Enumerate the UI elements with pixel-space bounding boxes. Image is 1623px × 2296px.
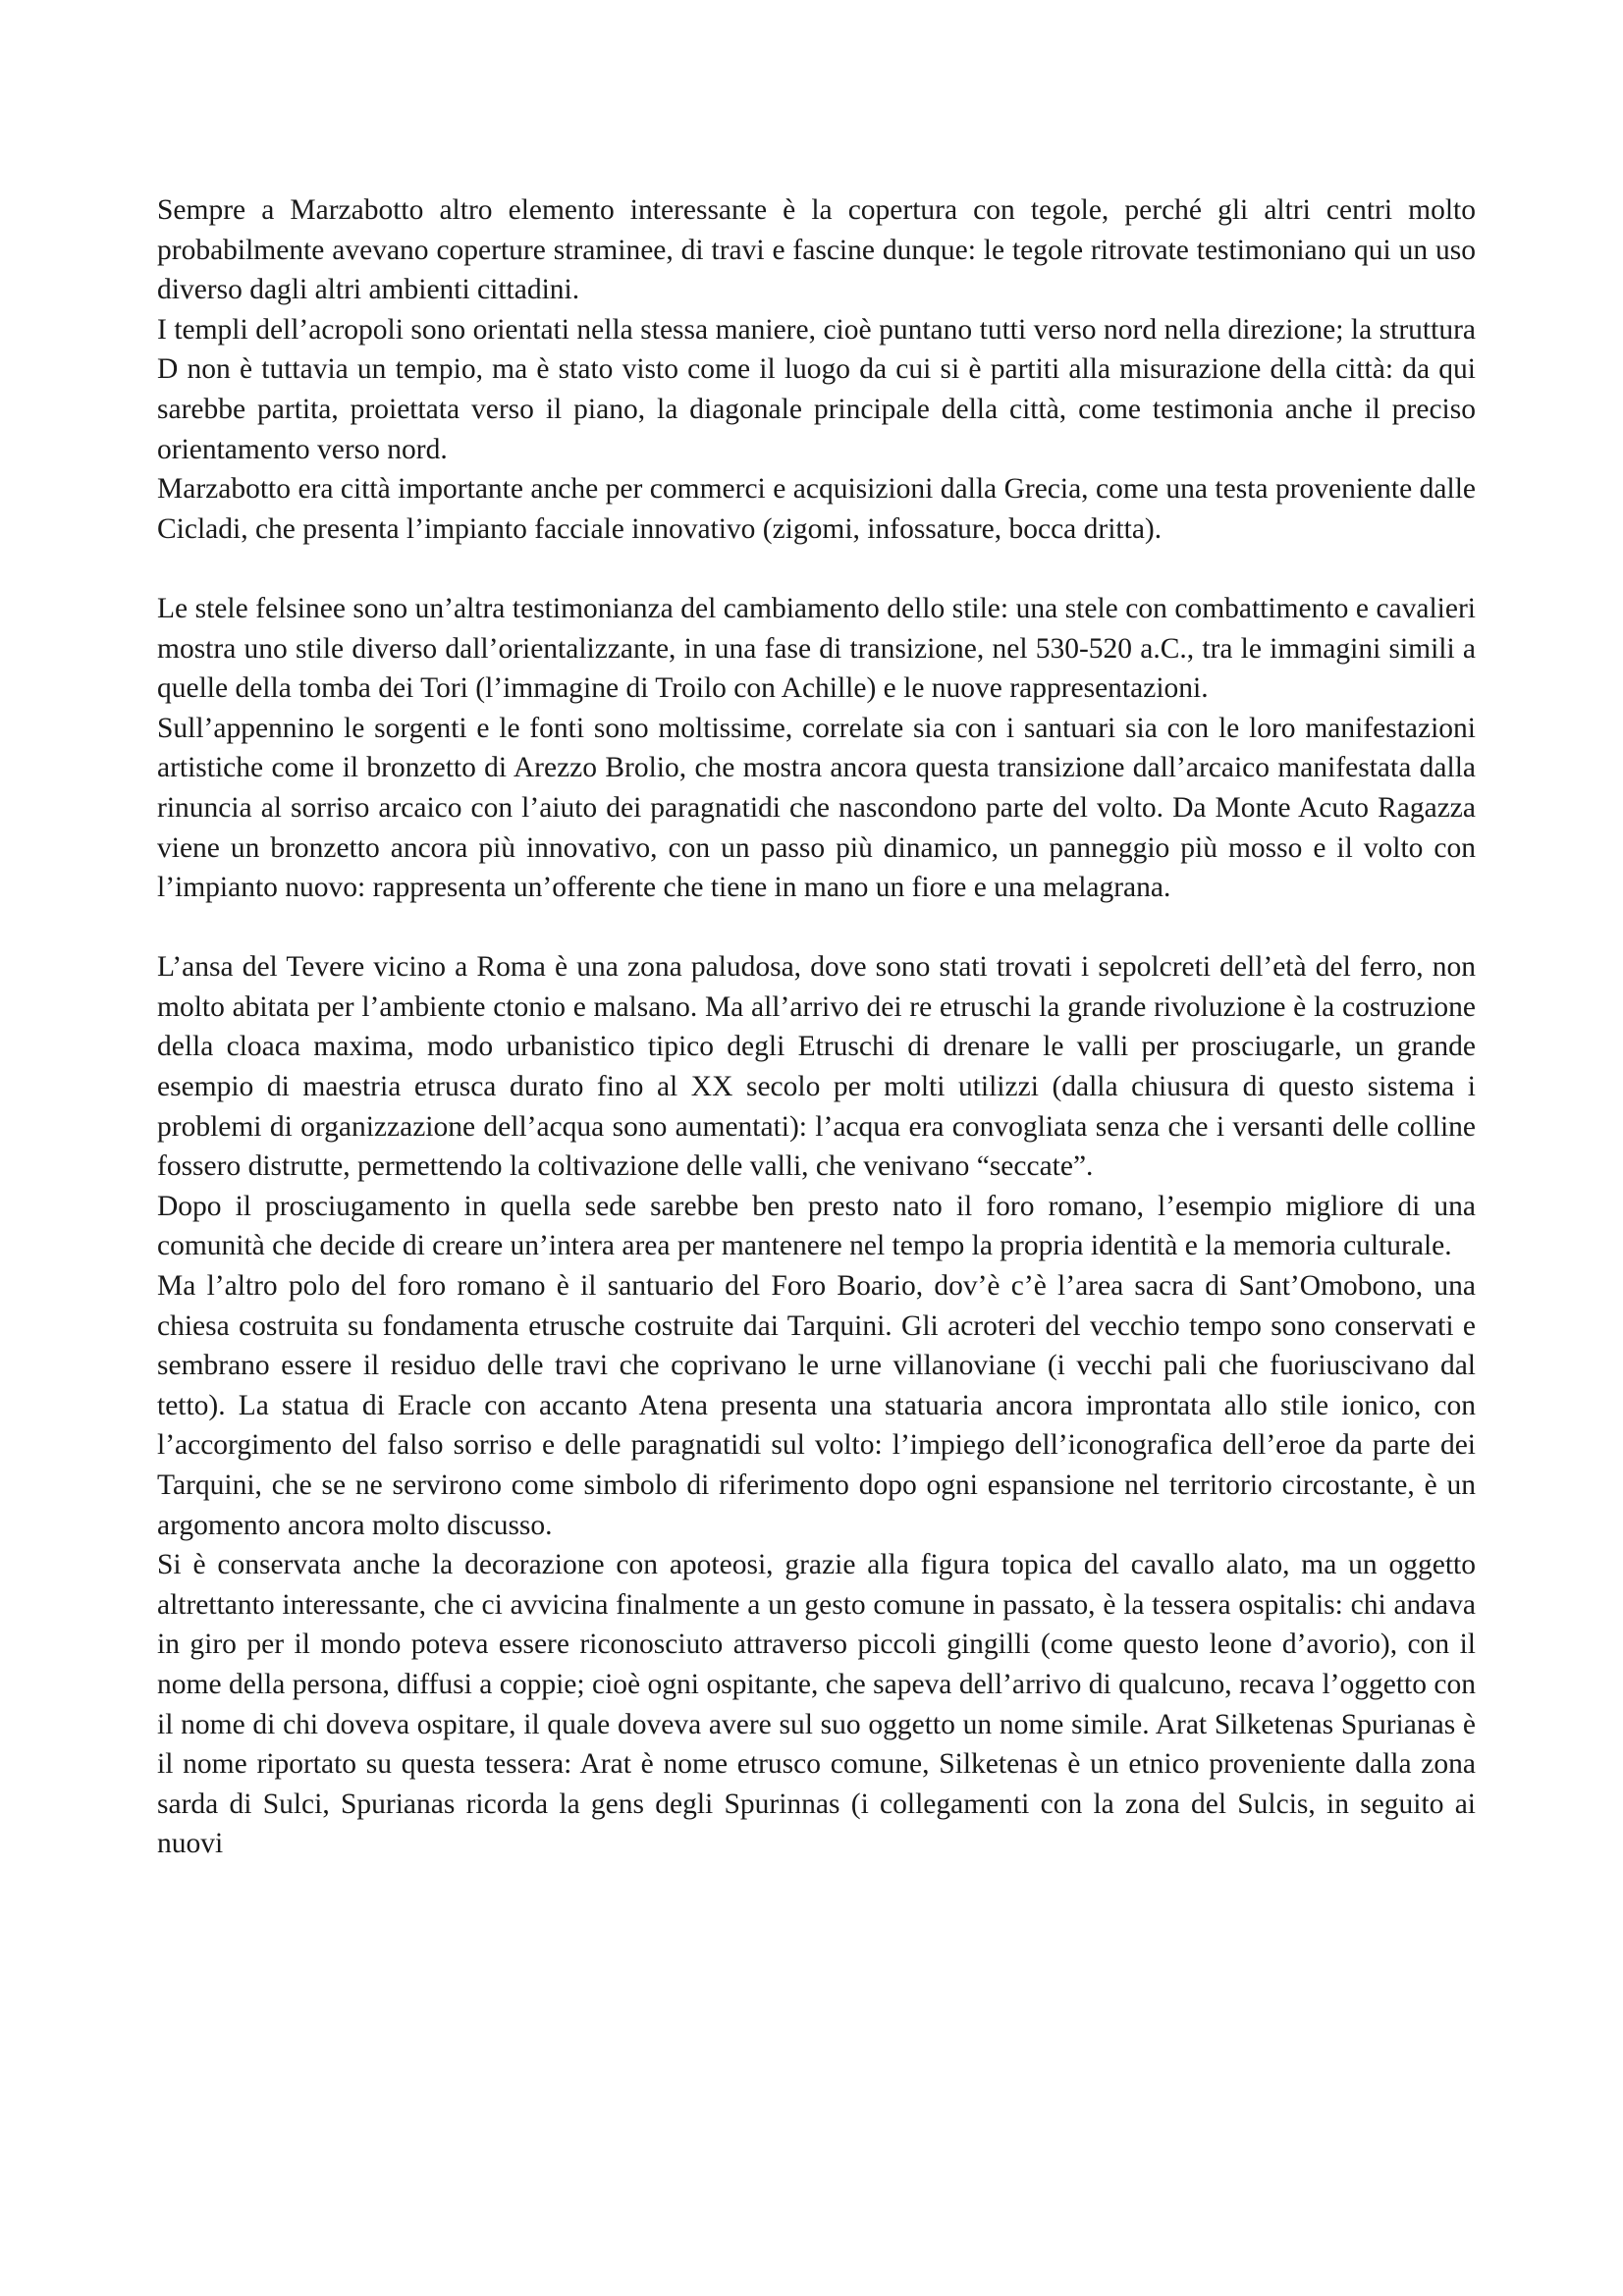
paragraph-tiber-cloaca: L’ansa del Tevere vicino a Roma è una zona paludosa, dove sono stati trovati i sepolcreti dell’età del ferro, non molto abitata per l’ambiente ctonio e malsano. Ma all’arrivo dei re etruschi la grande rivoluzione è la costruzione della cloaca maxima, modo urbanistico tipico degli Etruschi di drenare le valli per prosciugarle, un grande esempio di maestria etrusca durato fino al XX secolo per molti utilizzi (dalla chiusura di questo sistema i problemi di organizzazione dell’acqua sono aumentati): l’acqua era convogliata senza che i versanti delle colline fossero distrutte, permettendo la coltivazione delle valli, che venivano “seccate”.	[157, 951, 1476, 1183]
paragraph-apennine-sanctuaries: Sull’appennino le sorgenti e le fonti sono moltissime, correlate sia con i santuari sia con le loro manifestazioni artistiche come il bronzetto di Arezzo Brolio, che mostra ancora questa transizione dall’arcaico manifestata dalla rinuncia al sorriso arcaico con l’aiuto dei paragnatidi che nascondono parte del volto. Da Monte Acuto Ragazza viene un bronzetto ancora più innovativo, con un passo più dinamico, un panneggio più mosso e il volto con l’impianto nuovo: rappresenta un’offerente che tiene in mano un fiore e una melagrana.	[157, 712, 1476, 904]
paragraph-acropolis-temples: I templi dell’acropoli sono orientati nella stessa maniere, cioè puntano tutti verso nord nella direzione; la struttura D non è tuttavia un tempio, ma è stato visto come il luogo da cui si è partiti alla misurazione della città: da qui sarebbe partita, proiettata verso il piano, la diagonale principale della città, come testimonia anche il preciso orientamento verso nord.	[157, 313, 1476, 465]
paragraph-felsinean-stelae: Le stele felsinee sono un’altra testimonianza del cambiamento dello stile: una stele con combattimento e cavalieri mostra uno stile diverso dall’orientalizzante, in una fase di transizione, nel 530-520 a.C., tra le immagini simili a quelle della tomba dei Tori (l’immagine di Troilo con Achille) e le nuove rappresentazioni.	[157, 592, 1476, 705]
document-body	[157, 190, 1476, 1864]
paragraph-marzabotto-roof: Sempre a Marzabotto altro elemento interessante è la copertura con tegole, perché gli altri centri molto probabilmente avevano coperture straminee, di travi e fascine dunque: le tegole ritrovate testimoniano qui un uso diverso dagli altri ambienti cittadini.	[157, 194, 1476, 306]
paragraph-tessera-ospitalis: Si è conservata anche la decorazione con apoteosi, grazie alla figura topica del cavallo alato, ma un oggetto altrettanto interessante, che ci avvicina finalmente a un gesto comune in passato, è la tessera ospitalis: chi andava in giro per il mondo poteva essere riconosciuto attraverso piccoli gingilli (come questo leone d’avorio), con il nome della persona, diffusi a coppie; cioè ogni ospitante, che sapeva dell’arrivo di qualcuno, recava l’oggetto con il nome di chi doveva ospitare, il quale doveva avere sul suo oggetto un nome simile. Arat Silketenas Spurianas è il nome riportato su questa tessera: Arat è nome etrusco comune, Silketenas è un etnico proveniente dalla zona sarda di Sulci, Spurianas ricorda la gens degli Spurinnas (i collegamenti con la zona del Sulcis, in seguito ai nuovi	[157, 1549, 1476, 1860]
paragraph-gap	[157, 908, 1476, 948]
paragraph-roman-forum: Dopo il prosciugamento in quella sede sarebbe ben presto nato il foro romano, l’esempio migliore di una comunità che decide di creare un’intera area per mantenere nel tempo la propria identità e la memoria culturale.	[157, 1190, 1476, 1262]
paragraph-foro-boario: Ma l’altro polo del foro romano è il santuario del Foro Boario, dov’è c’è l’area sacra di Sant’Omobono, una chiesa costruita su fondamenta etrusche costruite dai Tarquini. Gli acroteri del vecchio tempo sono conservati e sembrano essere il residuo delle travi che coprivano le urne villanoviane (i vecchi pali che fuoriuscivano dal tetto). La statua di Eracle con accanto Atena presenta una statuaria ancora improntata allo stile ionico, con l’accorgimento del falso sorriso e delle paragnatidi sul volto: l’impiego dell’iconografica dell’eroe da parte dei Tarquini, che se ne servirono come simbolo di riferimento dopo ogni espansione nel territorio circostante, è un argomento ancora molto discusso.	[157, 1270, 1476, 1541]
paragraph-gap	[157, 549, 1476, 589]
paragraph-marzabotto-trade: Marzabotto era città importante anche per commerci e acquisizioni dalla Grecia, come una testa proveniente dalle Cicladi, che presenta l’impianto facciale innovativo (zigomi, infossature, bocca dritta).	[157, 473, 1476, 545]
